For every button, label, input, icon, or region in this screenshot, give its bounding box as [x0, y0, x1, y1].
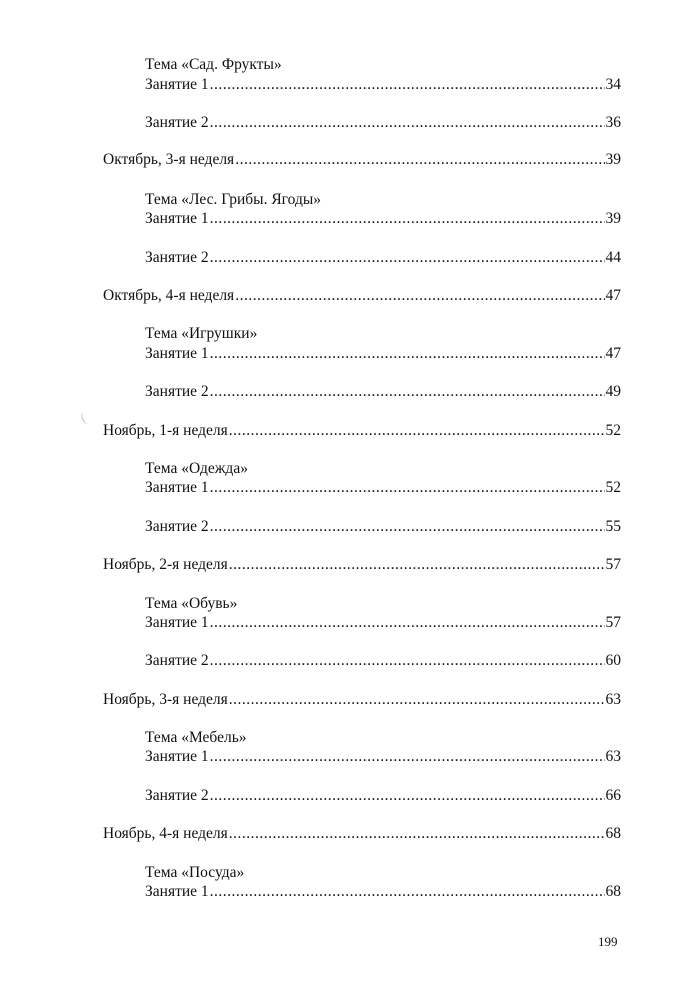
entry-page: 39	[605, 151, 621, 168]
entry-label: Занятие 1	[145, 883, 209, 900]
entry-page: 49	[605, 383, 621, 400]
topic-heading-posuda: Тема «Посуда»	[145, 864, 245, 881]
entry-label: Занятие 1	[145, 479, 209, 496]
toc-entry-week[interactable]	[103, 286, 621, 306]
dot-leader	[229, 555, 605, 575]
dot-leader	[235, 286, 604, 306]
dot-leader	[229, 421, 605, 441]
entry-page: 47	[605, 345, 621, 362]
entry-label: Занятие 1	[145, 210, 209, 227]
toc-entry-lesson-1[interactable]	[145, 209, 621, 229]
toc-entry-lesson-2[interactable]	[145, 248, 621, 268]
entry-page: 44	[605, 249, 621, 266]
toc-entry-lesson-1[interactable]	[145, 882, 621, 902]
dot-leader	[210, 613, 605, 633]
topic-heading-mebel: Тема «Мебель»	[145, 729, 247, 746]
entry-label: Занятие 2	[145, 114, 209, 131]
entry-label: Октябрь, 3-я неделя	[103, 151, 235, 168]
topic-heading-les-griby-yagody: Тема «Лес. Грибы. Ягоды»	[145, 191, 322, 208]
dot-leader	[210, 344, 605, 364]
toc-entry-lesson-1[interactable]	[145, 478, 621, 498]
entry-label: Занятие 1	[145, 76, 209, 93]
entry-page: 57	[605, 556, 621, 573]
dot-leader	[210, 75, 605, 95]
entry-page: 66	[605, 787, 621, 804]
toc-entry-week[interactable]	[103, 555, 621, 575]
toc-entry-week[interactable]	[103, 421, 621, 441]
entry-label: Занятие 1	[145, 748, 209, 765]
dot-leader	[210, 786, 605, 806]
toc-entry-lesson-2[interactable]	[145, 517, 621, 537]
toc-entry-lesson-2[interactable]	[145, 651, 621, 671]
entry-label: Занятие 1	[145, 345, 209, 362]
entry-label: Занятие 2	[145, 652, 209, 669]
toc-entry-lesson-2[interactable]	[145, 382, 621, 402]
entry-label: Занятие 2	[145, 383, 209, 400]
entry-page: 63	[605, 748, 621, 765]
entry-label: Занятие 2	[145, 249, 209, 266]
entry-label: Занятие 2	[145, 787, 209, 804]
topic-heading-obuv: Тема «Обувь»	[145, 595, 238, 612]
entry-label: Ноябрь, 2-я неделя	[103, 556, 228, 573]
topic-heading-odezhda: Тема «Одежда»	[145, 460, 248, 477]
entry-page: 36	[605, 114, 621, 131]
dot-leader	[229, 824, 605, 844]
toc-entry-week[interactable]	[103, 824, 621, 844]
entry-label: Октябрь, 4-я неделя	[103, 287, 235, 304]
toc-entry-lesson-1[interactable]	[145, 344, 621, 364]
dot-leader	[210, 248, 605, 268]
toc-entry-lesson-2[interactable]	[145, 113, 621, 133]
dot-leader	[210, 113, 605, 133]
toc-entry-lesson-2[interactable]	[145, 786, 621, 806]
dot-leader	[235, 150, 604, 170]
toc-entry-lesson-1[interactable]	[145, 613, 621, 633]
entry-page: 47	[605, 287, 621, 304]
entry-page: 57	[605, 614, 621, 631]
topic-heading-igrushki: Тема «Игрушки»	[145, 325, 258, 342]
toc-entry-lesson-1[interactable]	[145, 75, 621, 95]
dot-leader	[210, 882, 605, 902]
entry-label: Ноябрь, 3-я неделя	[103, 691, 228, 708]
scan-mark	[80, 411, 91, 425]
entry-page: 39	[605, 210, 621, 227]
toc-entry-week[interactable]	[103, 690, 621, 710]
entry-page: 68	[605, 825, 621, 842]
dot-leader	[210, 382, 605, 402]
entry-page: 52	[605, 479, 621, 496]
entry-label: Ноябрь, 1-я неделя	[103, 422, 228, 439]
page-number: 199	[598, 934, 618, 949]
entry-page: 63	[605, 691, 621, 708]
entry-page: 60	[605, 652, 621, 669]
dot-leader	[210, 651, 605, 671]
dot-leader	[210, 517, 605, 537]
dot-leader	[229, 690, 605, 710]
toc-entry-lesson-1[interactable]	[145, 747, 621, 767]
entry-label: Занятие 1	[145, 614, 209, 631]
entry-page: 52	[605, 422, 621, 439]
toc-entry-week[interactable]	[103, 150, 621, 170]
dot-leader	[210, 478, 605, 498]
dot-leader	[210, 209, 605, 229]
entry-page: 34	[605, 76, 621, 93]
entry-label: Ноябрь, 4-я неделя	[103, 825, 228, 842]
entry-page: 68	[605, 883, 621, 900]
entry-label: Занятие 2	[145, 518, 209, 535]
topic-heading-sad-frukty: Тема «Сад. Фрукты»	[145, 56, 282, 73]
dot-leader	[210, 747, 605, 767]
entry-page: 55	[605, 518, 621, 535]
